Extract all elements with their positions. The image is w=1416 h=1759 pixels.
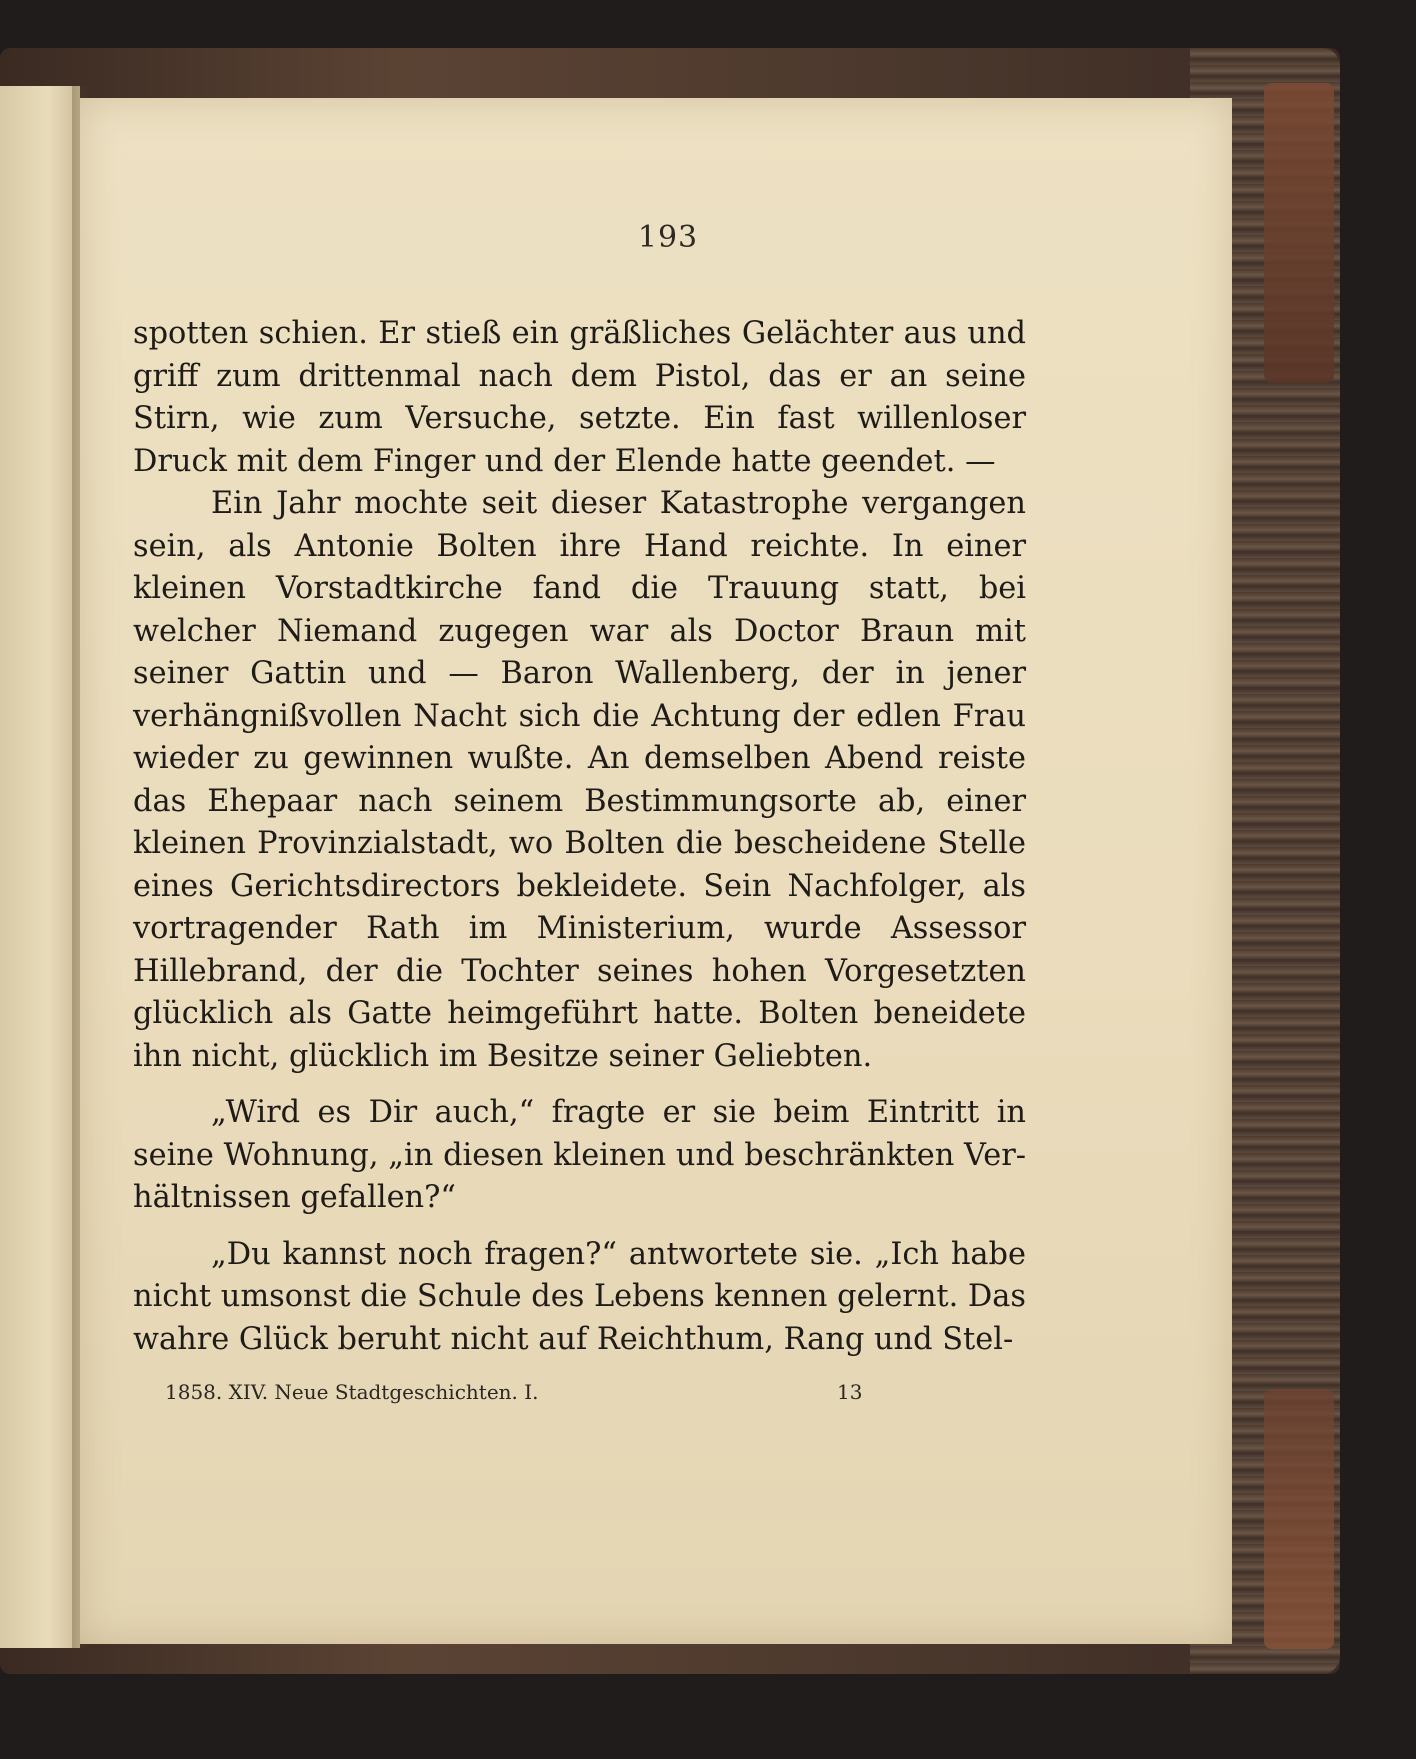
printer-signature: 1858. XIV. Neue Stadtgeschichten. I. xyxy=(165,1380,539,1404)
paragraph-2: Ein Jahr mochte seit dieser Katastrophe vergangen sein, als Antonie Bolten ihre Hand reichte. In einer kleinen Vorstadtkirche fand die Trauung statt, bei welcher Niemand zugegen war als Doctor Braun mit seiner Gattin und — Baron Wallenberg, der in jener verhängnißvollen Nacht sich die Achtung der edlen Frau wieder zu gewinnen wußte. An demselben Abend reiste das Ehepaar nach seinem Bestimmungsorte ab, einer kleinen Provinzialstadt, wo Bolten die bescheidene Stelle eines Gerichtsdirectors bekleidete. Sein Nachfolger, als vortragender Rath im Ministerium, wurde Assessor Hillebrand, der die Tochter seines hohen Vorgesetzten glücklich als Gatte heimgeführt hatte. Bolten beneidete ihn nicht, glücklich im Besitze seiner Geliebten. xyxy=(133,486,1026,1074)
body-text xyxy=(133,313,1026,1361)
sheet-number: 13 xyxy=(837,1380,863,1404)
facing-page-edge xyxy=(0,86,80,1648)
paragraph-3: „Wird es Dir auch,“ fragte er sie beim Eintritt in seine Wohnung, „in diesen kleinen und beschränkten Ver-hältnissen gefallen?“ xyxy=(133,1095,1026,1215)
paragraph-1: spotten schien. Er stieß ein gräßliches Gelächter aus und griff zum drittenmal nach dem Pistol, das er an seine Stirn, wie zum Versuche, setzte. Ein fast willenloser Druck mit dem Finger und der Elende hatte geendet. — xyxy=(133,316,1026,479)
paragraph-4: „Du kannst noch fragen?“ antwortete sie. „Ich habe nicht umsonst die Schule des Lebens kennen gelernt. Das wahre Glück beruht nicht auf Reichthum, Rang und Stel- xyxy=(133,1236,1027,1357)
cover-corner-bottom xyxy=(1264,1389,1334,1649)
page-number: 193 xyxy=(637,220,699,255)
